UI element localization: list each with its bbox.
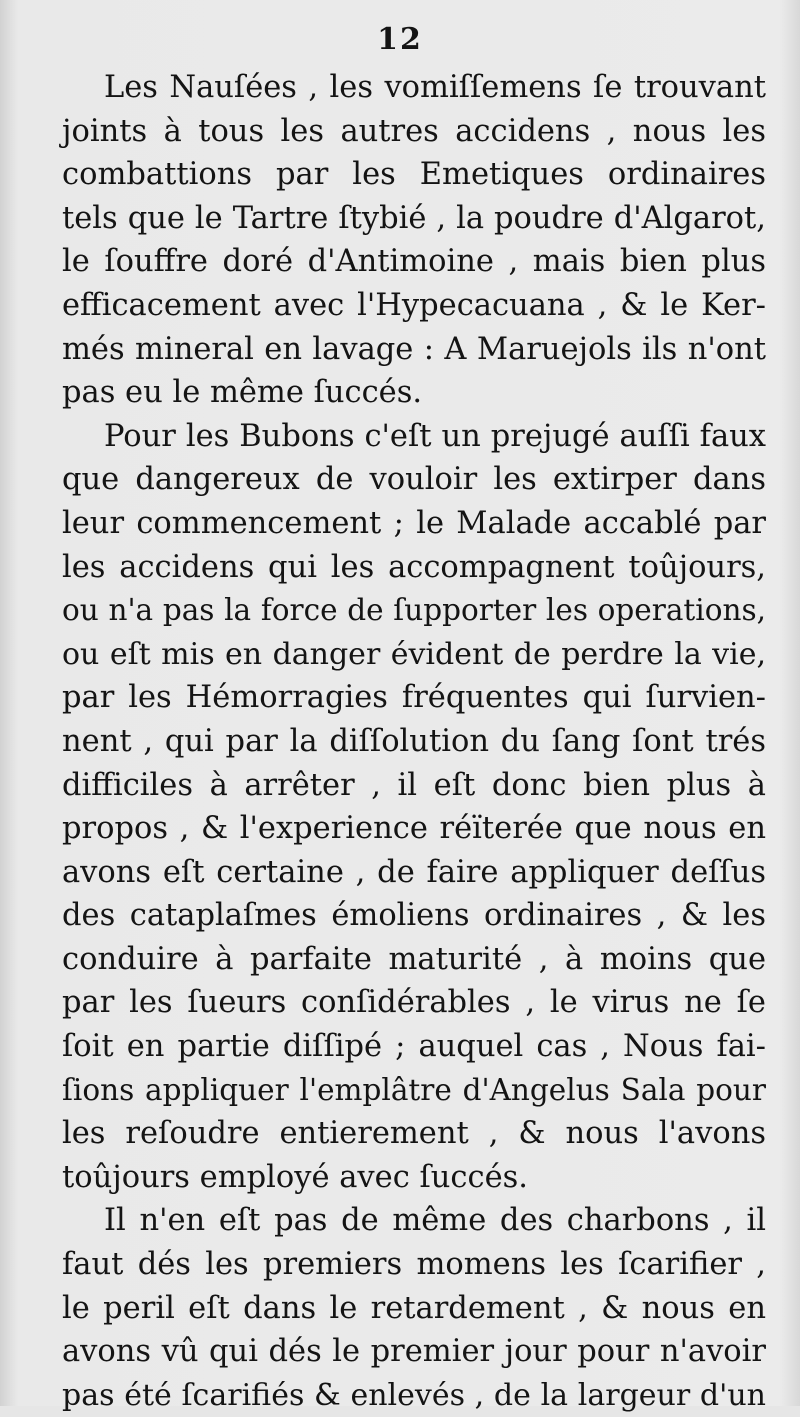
text-line: pas eu le même ſuccés. bbox=[62, 375, 423, 411]
text-line: faut dés les premiers momens les ſcarifier , bbox=[62, 1247, 766, 1283]
page-number: 12 bbox=[377, 22, 423, 57]
text-line: joints à tous les autres accidens , nous les bbox=[62, 113, 766, 149]
text-line: ſoit en partie diſſipé ; auquel cas , Nous fai- bbox=[62, 1029, 766, 1065]
text-line: Pour les Bubons c'eſt un prejugé auſſi faux bbox=[104, 418, 766, 454]
text-line: des cataplaſmes émoliens ordinaires , & les bbox=[62, 898, 766, 934]
text-line: ou eſt mis en danger évident de perdre la vie, bbox=[62, 636, 766, 672]
text-line: le peril eſt dans le retardement , & nous en bbox=[62, 1290, 766, 1326]
text-line: les reſoudre entierement , & nous l'avons bbox=[62, 1116, 766, 1152]
text-line: pas été ſcarifiés & enlevés , de la largeur d'un bbox=[62, 1377, 766, 1413]
text-line: Les Nauſées , les vomiſſemens ſe trouvant bbox=[104, 70, 766, 105]
text-line: propos , & l'experience réïterée que nous en bbox=[62, 811, 766, 847]
text-line: toûjours employé avec ſuccés. bbox=[62, 1159, 528, 1195]
text-line: ſions appliquer l'emplâtre d'Angelus Sala pour bbox=[62, 1072, 766, 1107]
text-line: par les Hémorragies fréquentes qui ſurvien- bbox=[62, 680, 766, 716]
text-line: més mineral en lavage : A Maruejols ils n'ont bbox=[62, 331, 766, 367]
text-line: tels que le Tartre ſtybié , la poudre d'Algarot, bbox=[62, 200, 766, 236]
text-line: avons eſt certaine , de faire appliquer deſſus bbox=[62, 854, 766, 890]
text-line: conduire à parfaite maturité , à moins que bbox=[62, 941, 766, 977]
text-line: le ſouffre doré d'Antimoine , mais bien plus bbox=[62, 244, 766, 280]
text-line: par les ſueurs conſidérables , le virus ne ſe bbox=[62, 985, 766, 1021]
text-line: que dangereux de vouloir les extirper dans bbox=[62, 462, 766, 498]
text-line: nent , qui par la diſſolution du ſang ſont trés bbox=[62, 723, 766, 759]
text-line: ou n'a pas la force de ſupporter les operations, bbox=[62, 593, 766, 628]
text-line: difficiles à arrêter , il eſt donc bien plus à bbox=[62, 767, 766, 803]
text-line: Il n'en eſt pas de même des charbons , il bbox=[104, 1203, 766, 1239]
text-line: avons vû qui dés le premier jour pour n'avoir bbox=[62, 1334, 766, 1370]
text-line: efficacement avec l'Hypecacuana , & le Ker- bbox=[62, 287, 766, 323]
body-text bbox=[62, 66, 766, 1417]
text-line: combattions par les Emetiques ordinaires bbox=[62, 157, 766, 193]
text-line: les accidens qui les accompagnent toûjours, bbox=[62, 549, 766, 585]
text-line: leur commencement ; le Malade accablé par bbox=[62, 505, 766, 541]
